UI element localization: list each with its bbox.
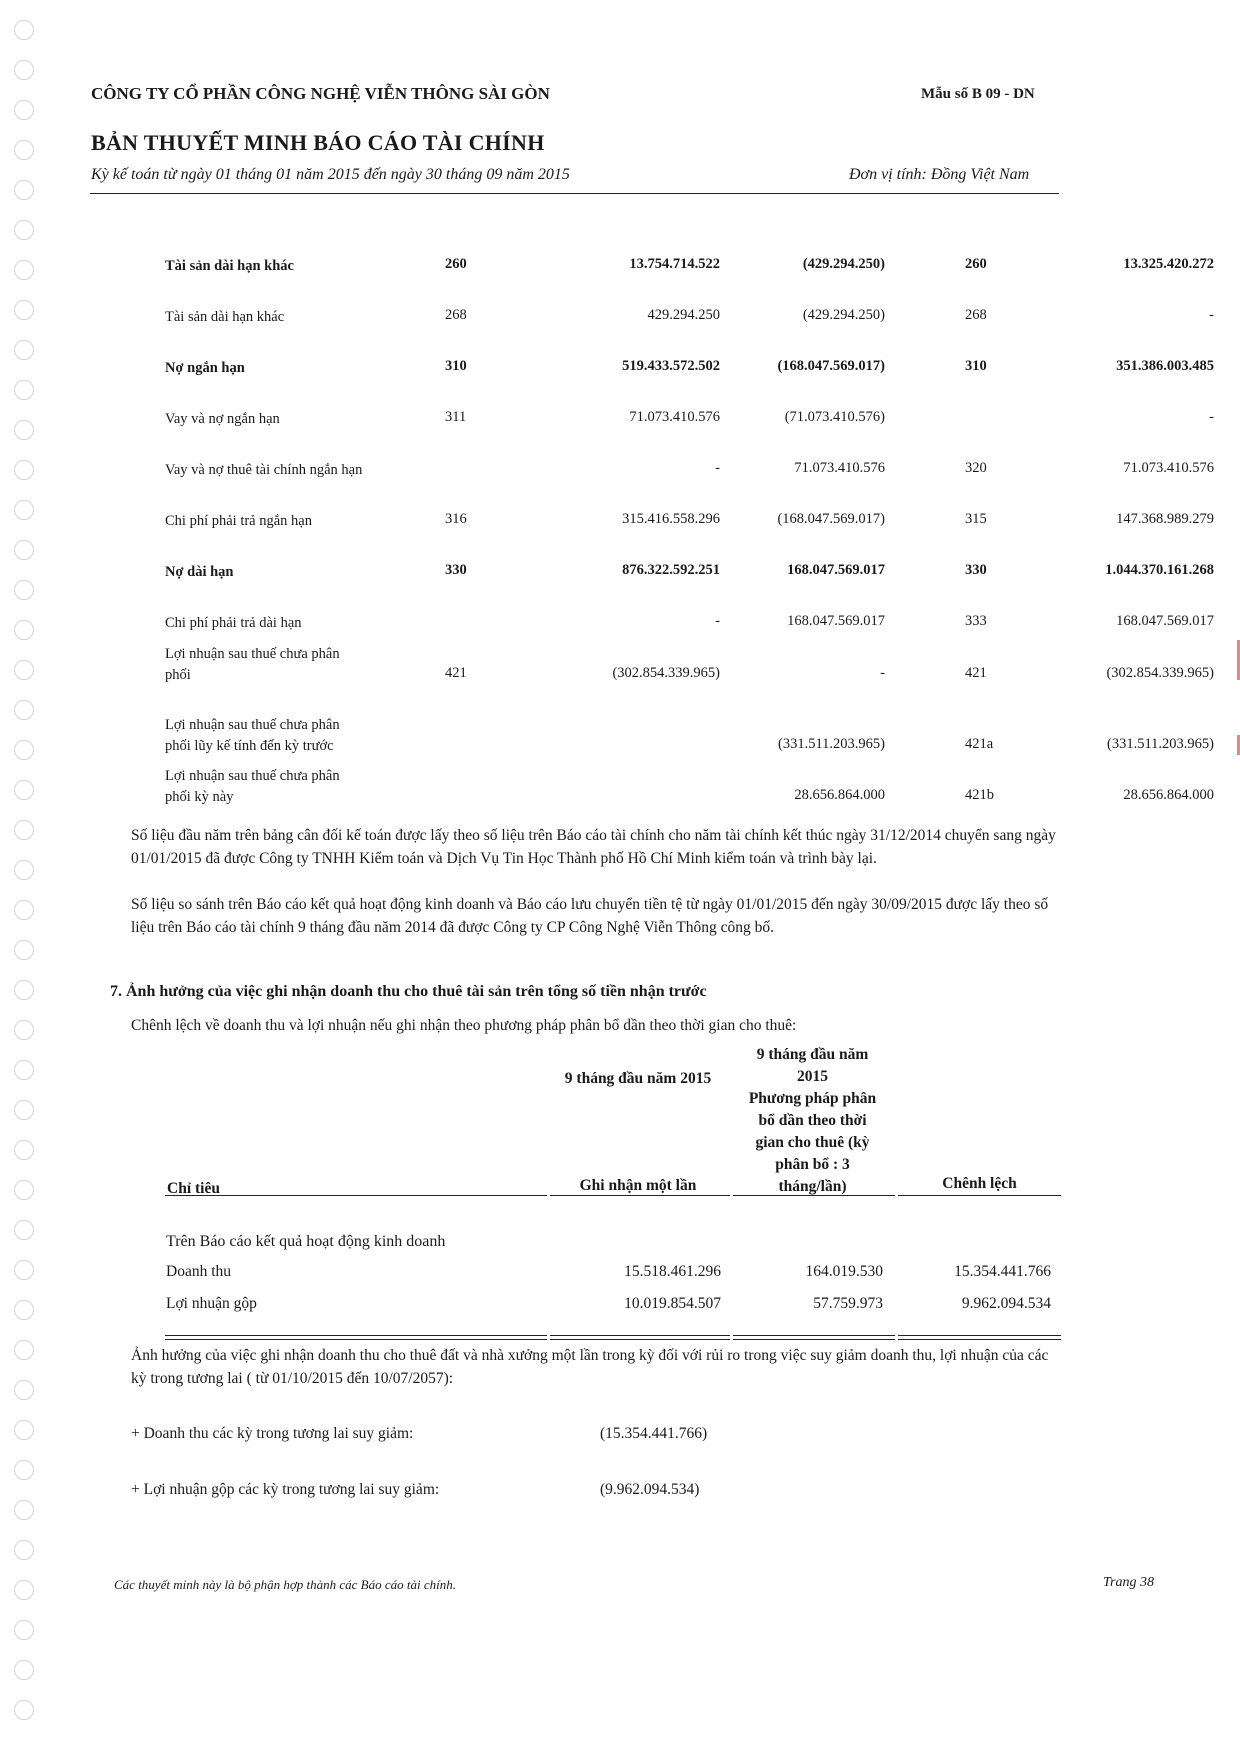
company-name: CÔNG TY CỔ PHẦN CÔNG NGHỆ VIỄN THÔNG SÀI GÒN <box>91 84 550 103</box>
total-rule <box>898 1335 1061 1340</box>
page-number: Trang 38 <box>1103 1575 1154 1590</box>
binder-hole <box>14 1020 34 1040</box>
row-adjustment: 168.047.569.017 <box>787 562 885 578</box>
impact-paragraph: Ảnh hưởng của việc ghi nhận doanh thu cho thuê đất và nhà xưởng một lần trong kỳ đối với rủi ro trong việc suy giảm doanh thu, lợi nhuận của các kỳ trong tương lai ( từ 01/10/2015 đến 10/07/2057): <box>131 1347 1049 1387</box>
binder-hole <box>14 580 34 600</box>
row-value-new: 168.047.569.017 <box>1116 613 1214 629</box>
row-adjustment: (168.047.569.017) <box>777 511 885 527</box>
row-label-line-2: phối lũy kế tính đến kỳ trước <box>165 738 334 754</box>
row-code-new: 421a <box>965 736 994 752</box>
row-value-allocated: 57.759.973 <box>813 1295 883 1312</box>
row-value-one-time: 10.019.854.507 <box>624 1295 721 1312</box>
impact-label: + Lợi nhuận gộp các kỳ trong tương lai suy giảm: <box>131 1481 440 1498</box>
header-line: tháng/lần) <box>778 1178 847 1195</box>
binder-hole <box>14 660 34 680</box>
row-value-new: - <box>1209 307 1214 323</box>
header-rule <box>898 1195 1061 1196</box>
form-code: Mẫu số B 09 - DN <box>921 86 1035 102</box>
row-label: Nợ dài hạn <box>165 564 234 580</box>
header-rule <box>90 193 1059 194</box>
binder-hole <box>14 340 34 360</box>
header-line: gian cho thuê (kỳ <box>755 1134 870 1151</box>
binder-hole <box>14 140 34 160</box>
header-line: 9 tháng đầu năm <box>756 1046 869 1063</box>
column-header-one-time: Ghi nhận một lần <box>579 1177 697 1194</box>
row-value-old: - <box>715 460 720 476</box>
binder-holes <box>14 20 40 1740</box>
row-value-old: - <box>715 613 720 629</box>
row-label: Nợ ngắn hạn <box>165 360 245 376</box>
row-code-old: 330 <box>445 562 467 578</box>
row-label-line-1: Lợi nhuận sau thuế chưa phân <box>165 768 340 784</box>
row-label-line-2: phối <box>165 667 191 683</box>
binder-hole <box>14 940 34 960</box>
row-value-old: 71.073.410.576 <box>629 409 720 425</box>
column-header-difference: Chênh lệch <box>942 1175 1017 1192</box>
row-value-new: 351.386.003.485 <box>1116 358 1214 374</box>
row-value-old: 519.433.572.502 <box>622 358 720 374</box>
binder-hole <box>14 60 34 80</box>
row-label: Chi phí phải trả dài hạn <box>165 615 302 631</box>
binder-hole <box>14 260 34 280</box>
binder-hole <box>14 1420 34 1440</box>
row-value-old: 429.294.250 <box>647 307 720 323</box>
header-line: bổ dần theo thời <box>758 1112 867 1129</box>
row-adjustment: (429.294.250) <box>802 256 885 272</box>
row-code-old: 260 <box>445 256 467 272</box>
row-value-difference: 15.354.441.766 <box>954 1263 1051 1280</box>
binder-hole <box>14 180 34 200</box>
column-header-item: Chỉ tiêu <box>167 1180 220 1197</box>
row-value-new: 13.325.420.272 <box>1123 256 1214 272</box>
column-header-allocation <box>730 1044 895 1198</box>
binder-hole <box>14 900 34 920</box>
row-label: Doanh thu <box>166 1263 232 1280</box>
row-value-new: 1.044.370.161.268 <box>1105 562 1214 578</box>
binder-hole <box>14 20 34 40</box>
document-title: BẢN THUYẾT MINH BÁO CÁO TÀI CHÍNH <box>91 130 545 155</box>
note-paragraph: Số liệu đầu năm trên bảng cân đối kế toán được lấy theo số liệu trên Báo cáo tài chính cho năm tài chính kết thúc ngày 31/12/2014 chuyển sang ngày 01/01/2015 đã được Công ty TNHH Kiểm toán và Dịch Vụ Tin Học Thành phố Hồ Chí Minh kiểm toán và trình bày lại. <box>131 827 1056 867</box>
binder-hole <box>14 1260 34 1280</box>
row-adjustment: - <box>880 665 885 681</box>
column-header-period: 9 tháng đầu năm 2015 <box>564 1070 712 1087</box>
header-line: Phương pháp phân <box>748 1090 877 1107</box>
binder-hole <box>14 780 34 800</box>
row-value-allocated: 164.019.530 <box>805 1263 883 1280</box>
row-adjustment: (168.047.569.017) <box>777 358 885 374</box>
row-code-new: 310 <box>965 358 987 374</box>
row-label-line-1: Lợi nhuận sau thuế chưa phân <box>165 717 340 733</box>
row-code-new: 260 <box>965 256 987 272</box>
binder-hole <box>14 540 34 560</box>
header-rule <box>550 1195 730 1196</box>
row-label-line-2: phối kỳ này <box>165 789 234 805</box>
total-rule <box>165 1335 547 1340</box>
row-code-old: 310 <box>445 358 467 374</box>
row-label: Vay và nợ ngắn hạn <box>165 411 280 427</box>
row-adjustment: (429.294.250) <box>802 307 885 323</box>
row-code-new: 320 <box>965 460 987 476</box>
binder-hole <box>14 1300 34 1320</box>
header-rule <box>165 1195 547 1196</box>
binder-hole <box>14 100 34 120</box>
binder-hole <box>14 1060 34 1080</box>
binder-hole <box>14 860 34 880</box>
row-value-new: - <box>1209 409 1214 425</box>
binder-hole <box>14 1340 34 1360</box>
row-adjustment: (71.073.410.576) <box>784 409 885 425</box>
row-value-new: 147.368.989.279 <box>1116 511 1214 527</box>
row-label: Vay và nợ thuê tài chính ngắn hạn <box>165 462 363 478</box>
binder-hole <box>14 220 34 240</box>
binder-hole <box>14 460 34 480</box>
row-value-one-time: 15.518.461.296 <box>624 1263 721 1280</box>
table-group-label: Trên Báo cáo kết quả hoạt động kinh doanh <box>166 1233 446 1250</box>
row-value-old: 876.322.592.251 <box>622 562 720 578</box>
row-code-new: 268 <box>965 307 987 323</box>
row-code-new: 333 <box>965 613 987 629</box>
binder-hole <box>14 620 34 640</box>
row-label: Chi phí phải trả ngắn hạn <box>165 513 312 529</box>
row-code-old: 421 <box>445 665 467 681</box>
row-adjustment: 168.047.569.017 <box>787 613 885 629</box>
row-value-new: 71.073.410.576 <box>1123 460 1214 476</box>
row-adjustment: (331.511.203.965) <box>778 736 885 752</box>
binder-hole <box>14 1140 34 1160</box>
binder-hole <box>14 1700 34 1720</box>
row-code-new: 421b <box>965 787 994 803</box>
header-line: 2015 <box>797 1068 828 1085</box>
row-value-old: (302.854.339.965) <box>612 665 720 681</box>
row-code-old: 316 <box>445 511 467 527</box>
total-rule <box>733 1335 895 1340</box>
binder-hole <box>14 980 34 1000</box>
binder-hole <box>14 420 34 440</box>
binder-hole <box>14 1380 34 1400</box>
row-code-old: 311 <box>445 409 467 425</box>
header-rule <box>733 1195 895 1196</box>
binder-hole <box>14 1180 34 1200</box>
row-code-old: 268 <box>445 307 467 323</box>
row-code-new: 330 <box>965 562 987 578</box>
impact-label: + Doanh thu các kỳ trong tương lai suy giảm: <box>131 1425 414 1442</box>
binder-hole <box>14 1580 34 1600</box>
binder-hole <box>14 300 34 320</box>
section-intro: Chênh lệch về doanh thu và lợi nhuận nếu ghi nhận theo phương pháp phân bổ dần theo thời gian cho thuê: <box>131 1017 797 1034</box>
binder-hole <box>14 700 34 720</box>
binder-hole <box>14 820 34 840</box>
row-value-old: 13.754.714.522 <box>629 256 720 272</box>
binder-hole <box>14 1540 34 1560</box>
total-rule <box>550 1335 730 1340</box>
note-paragraph: Số liệu so sánh trên Báo cáo kết quả hoạt động kinh doanh và Báo cáo lưu chuyển tiền tệ từ ngày 01/01/2015 đến ngày 30/09/2015 được lấy theo số liệu trên Báo cáo tài chính 9 tháng đầu năm 2014 đã được Công ty CP Công Nghệ Viễn Thông công bố. <box>131 896 1049 936</box>
binder-hole <box>14 1460 34 1480</box>
binder-hole <box>14 1100 34 1120</box>
binder-hole <box>14 1620 34 1640</box>
row-value-new: (331.511.203.965) <box>1107 736 1214 752</box>
footer-note: Các thuyết minh này là bộ phận hợp thành các Báo cáo tài chính. <box>114 1577 456 1592</box>
impact-value: (9.962.094.534) <box>600 1481 700 1498</box>
row-adjustment: 71.073.410.576 <box>794 460 885 476</box>
row-value-old: 315.416.558.296 <box>622 511 720 527</box>
row-label-line-1: Lợi nhuận sau thuế chưa phân <box>165 646 340 662</box>
row-code-new: 421 <box>965 665 987 681</box>
row-adjustment: 28.656.864.000 <box>794 787 885 803</box>
binder-hole <box>14 1660 34 1680</box>
section-heading: 7. Ảnh hưởng của việc ghi nhận doanh thu cho thuê tài sản trên tổng số tiền nhận trước <box>110 983 707 1000</box>
binder-hole <box>14 740 34 760</box>
header-line: phân bổ : 3 <box>775 1156 850 1173</box>
row-value-difference: 9.962.094.534 <box>961 1295 1051 1312</box>
row-label: Tài sản dài hạn khác <box>165 258 294 274</box>
reporting-period: Kỳ kế toán từ ngày 01 tháng 01 năm 2015 đến ngày 30 tháng 09 năm 2015 <box>91 166 570 183</box>
row-label: Lợi nhuận gộp <box>166 1295 257 1312</box>
row-code-new: 315 <box>965 511 987 527</box>
binder-hole <box>14 500 34 520</box>
row-label: Tài sản dài hạn khác <box>165 309 285 325</box>
binder-hole <box>14 1220 34 1240</box>
binder-hole <box>14 380 34 400</box>
row-value-new: 28.656.864.000 <box>1123 787 1214 803</box>
binder-hole <box>14 1500 34 1520</box>
impact-value: (15.354.441.766) <box>600 1425 708 1442</box>
currency-unit: Đơn vị tính: Đồng Việt Nam <box>849 166 1030 183</box>
row-value-new: (302.854.339.965) <box>1106 665 1214 681</box>
